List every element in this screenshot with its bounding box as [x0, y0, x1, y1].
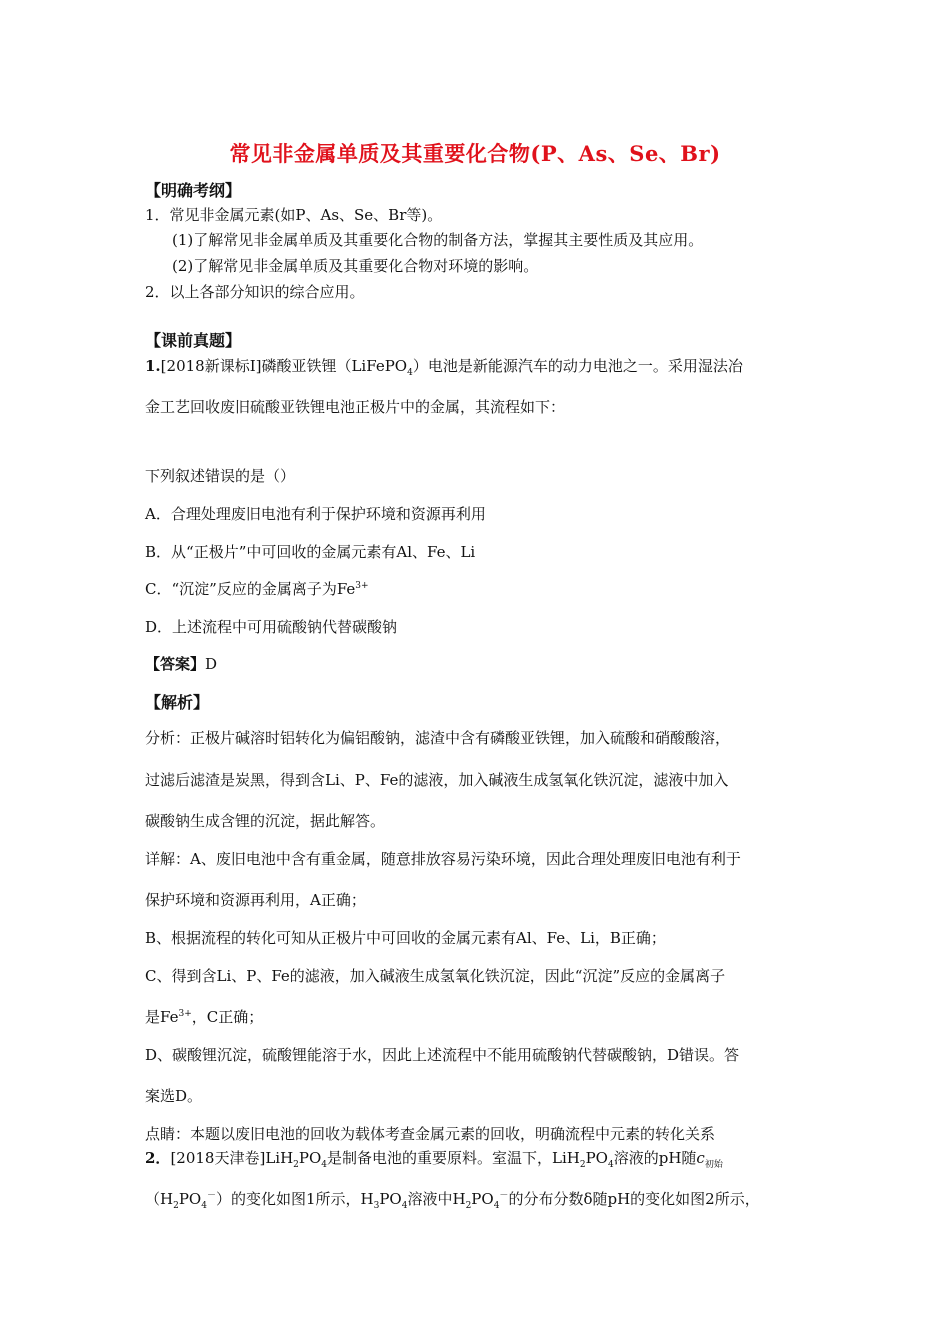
q2-l2-sub-3: 3	[373, 1201, 380, 1211]
q1-line1-sub: 4	[407, 368, 413, 378]
outline-item-1a: (1)了解常见非金属单质及其重要化合物的制备方法，掌握其主要性质及其应用。	[172, 231, 704, 249]
analysis-line-2: 过滤后滤渣是炭黑，得到含Li、P、Fe的滤液，加入碱液生成氢氧化铁沉淀，滤液中加入	[145, 771, 729, 789]
analysis-label: 【解析】	[145, 693, 210, 712]
detail-c-line-2	[145, 1006, 263, 1027]
q2-l1-italic-c: c	[696, 1149, 705, 1167]
q1-number: 1.	[145, 357, 161, 375]
q1-prompt: 下列叙述错误的是（）	[145, 467, 296, 485]
analysis-line-1: 分析：正极片碱溶时铝转化为偏铝酸钠，滤渣中含有磷酸亚铁锂，加入硫酸和硝酸酸溶，	[145, 729, 731, 747]
analysis-line-3: 碳酸钠生成含锂的沉淀，据此解答。	[145, 812, 386, 830]
q2-l2-text-f: PO	[471, 1190, 494, 1208]
page-title: 常见非金属单质及其重要化合物(P、As、Se、Br)	[229, 141, 721, 166]
q2-l2-text-e: 溶液中H	[407, 1190, 466, 1208]
q2-number: 2．	[145, 1149, 171, 1167]
q2-line-1	[145, 1147, 723, 1170]
q2-l2-sub-6: 4	[493, 1201, 500, 1211]
q1-option-b: B．从“正极片”中可回收的金属元素有Al、Fe、Li	[145, 543, 476, 561]
detail-b: B、根据流程的转化可知从正极片中可回收的金属元素有Al、Fe、Li，B正确；	[145, 929, 666, 947]
q2-l1-sub-1: 2	[293, 1160, 299, 1170]
detail-c-line-1: C、得到含Li、P、Fe的滤液，加入碱液生成氢氧化铁沉淀，因此“沉淀”反应的金属离子	[145, 967, 726, 985]
detail-d-line-2: 案选D。	[145, 1087, 203, 1105]
q2-l2-sup-2: －	[499, 1191, 509, 1201]
q2-l1-sub-initial: 初始	[704, 1160, 723, 1170]
detail-line-2: 保护环境和资源再利用，A正确；	[145, 891, 366, 909]
outline-item-2: 2．以上各部分知识的综合应用。	[145, 283, 365, 301]
answer-value: D	[205, 655, 218, 673]
pre-class-heading: 【课前真题】	[145, 331, 242, 350]
q2-l2-sub-1: 2	[173, 1201, 179, 1211]
q2-l1-text-d: PO	[585, 1149, 608, 1167]
q2-l2-text-g: 的分布分数δ随pH的变化如图2所示，	[508, 1190, 760, 1208]
q2-l1-sub-4: 4	[607, 1160, 614, 1170]
q2-line-2	[145, 1188, 760, 1211]
q1-option-c	[145, 578, 369, 599]
q1-line-2: 金工艺回收废旧硫酸亚铁锂电池正极片中的金属，其流程如下：	[145, 398, 566, 416]
q2-l2-text-c: ）的变化如图1所示，H	[215, 1190, 374, 1208]
detail-line-1: 详解：A、废旧电池中含有重金属，随意排放容易污染环境，因此合理处理废旧电池有利于	[145, 850, 741, 868]
outline-heading: 【明确考纲】	[145, 181, 242, 200]
q2-l2-text-d: PO	[379, 1190, 402, 1208]
detail-c-sup: 3+	[178, 1009, 192, 1019]
q2-l1-text-c: 是制备电池的重要原料。室温下，LiH	[327, 1149, 580, 1167]
q2-l2-text-a: （H	[145, 1190, 174, 1208]
q1-option-d: D．上述流程中可用硫酸钠代替碳酸钠	[145, 618, 398, 636]
q1-option-c-text: C．“沉淀”反应的金属离子为Fe	[145, 580, 356, 598]
q1-answer	[145, 653, 217, 674]
q1-line-1	[145, 355, 743, 378]
q2-l1-sub-3: 2	[579, 1160, 586, 1170]
q1-option-c-sup: 3+	[355, 581, 369, 591]
detail-c-text-b: ，C正确；	[191, 1008, 264, 1026]
q1-option-a: A．合理处理废旧电池有利于保护环境和资源再利用	[145, 505, 486, 523]
q2-l1-text-a: [2018天津卷]LiH	[170, 1149, 294, 1167]
outline-item-1b: (2)了解常见非金属单质及其重要化合物对环境的影响。	[172, 257, 539, 275]
detail-d-line-1: D、碳酸锂沉淀，硫酸锂能溶于水，因此上述流程中不能用硫酸钠代替碳酸钠，D错误。答	[145, 1046, 740, 1064]
q2-l2-sub-5: 2	[465, 1201, 472, 1211]
q1-line1-text-b: ）电池是新能源汽车的动力电池之一。采用湿法冶	[412, 357, 743, 375]
q2-l2-sub-2: 4	[201, 1201, 207, 1211]
comment-line: 点睛：本题以废旧电池的回收为载体考查金属元素的回收，明确流程中元素的转化关系	[145, 1125, 716, 1143]
q2-l2-sub-4: 4	[401, 1201, 408, 1211]
q2-l1-text-e: 溶液的pH随	[613, 1149, 697, 1167]
detail-c-text-a: 是Fe	[145, 1008, 179, 1026]
q2-l1-text-b: PO	[298, 1149, 322, 1167]
q2-l2-text-b: PO	[178, 1190, 202, 1208]
answer-label: 【答案】	[145, 655, 206, 673]
q1-line1-text-a: [2018新课标Ⅰ]磷酸亚铁锂（LiFePO	[160, 357, 408, 375]
outline-item-1: 1．常见非金属元素(如P、As、Se、Br等)。	[145, 206, 443, 224]
q2-l1-sub-2: 4	[321, 1160, 328, 1170]
q2-l2-sup-1: －	[206, 1191, 216, 1201]
